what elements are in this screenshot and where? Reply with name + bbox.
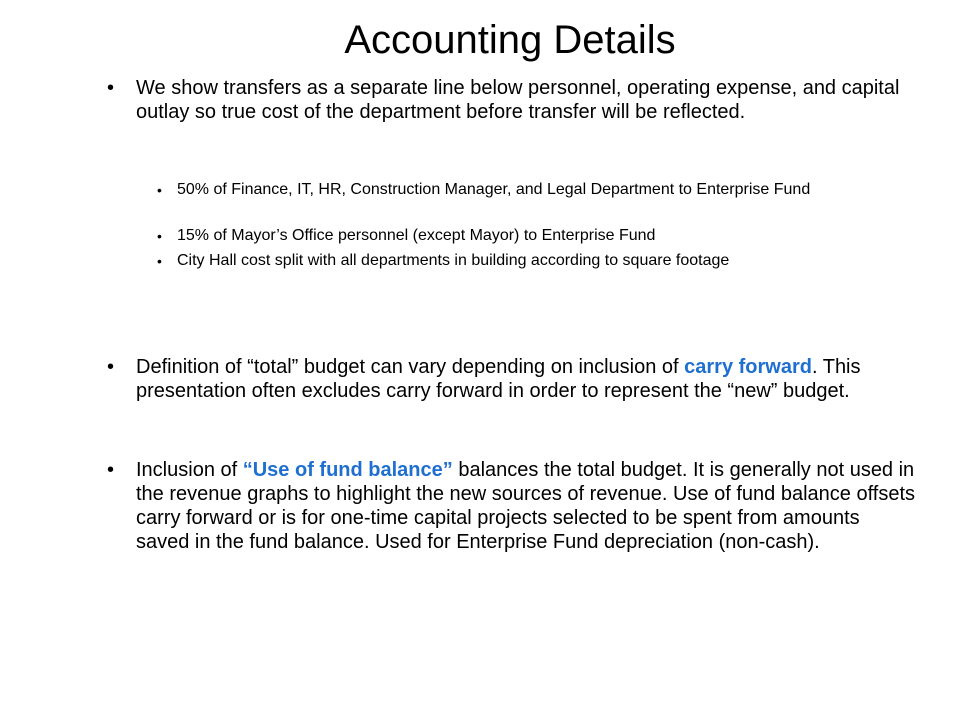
sub-bullet-city-hall xyxy=(157,252,877,270)
sub-bullet-finance-transfer xyxy=(157,181,877,199)
text-segment: . This presentation often excludes carry forward in order to represent the “new” budget. xyxy=(136,356,861,402)
sub-bullet-mayor-office xyxy=(157,227,877,245)
sub-bullet-marker: • xyxy=(157,253,162,269)
sub-bullet-marker: • xyxy=(157,182,162,198)
bullet-total-budget xyxy=(107,355,917,403)
bullet-marker: • xyxy=(107,356,115,378)
slide-title: Accounting Details xyxy=(344,18,676,62)
bullet-fund-balance-text xyxy=(136,458,917,554)
sub-bullet-city-hall-text: City Hall cost split with all departments in building according to square footage xyxy=(177,252,730,269)
sub-bullet-mayor-office-text: 15% of Mayor’s Office personnel (except Mayor) to Enterprise Fund xyxy=(177,227,656,244)
text-segment: balances the total budget. It is generally not used in the revenue graphs to highlight the new sources of revenue. Use of fund balance offsets carry forward or is for one-time capital projects selected to be spent from amounts saved in the fund balance. Used for Enterprise Fund depreciation (non-cash). xyxy=(136,459,916,553)
bullet-transfers xyxy=(107,76,917,124)
text-segment: Inclusion of xyxy=(136,459,243,481)
text-segment: Definition of “total” budget can vary depending on inclusion of xyxy=(136,356,685,378)
bullet-fund-balance xyxy=(107,458,917,554)
sub-bullet-marker: • xyxy=(157,228,162,244)
carry-forward-highlight: carry forward xyxy=(684,356,812,378)
sub-bullet-finance-transfer-text: 50% of Finance, IT, HR, Construction Manager, and Legal Department to Enterprise Fund xyxy=(177,181,811,198)
bullet-marker: • xyxy=(107,77,115,99)
bullet-marker: • xyxy=(107,459,115,481)
bullet-total-budget-text xyxy=(136,355,917,403)
use-of-fund-balance-highlight: “Use of fund balance” xyxy=(242,459,453,481)
bullet-transfers-text: We show transfers as a separate line below personnel, operating expense, and capital outlay so true cost of the department before transfer will be reflected. xyxy=(136,77,900,123)
